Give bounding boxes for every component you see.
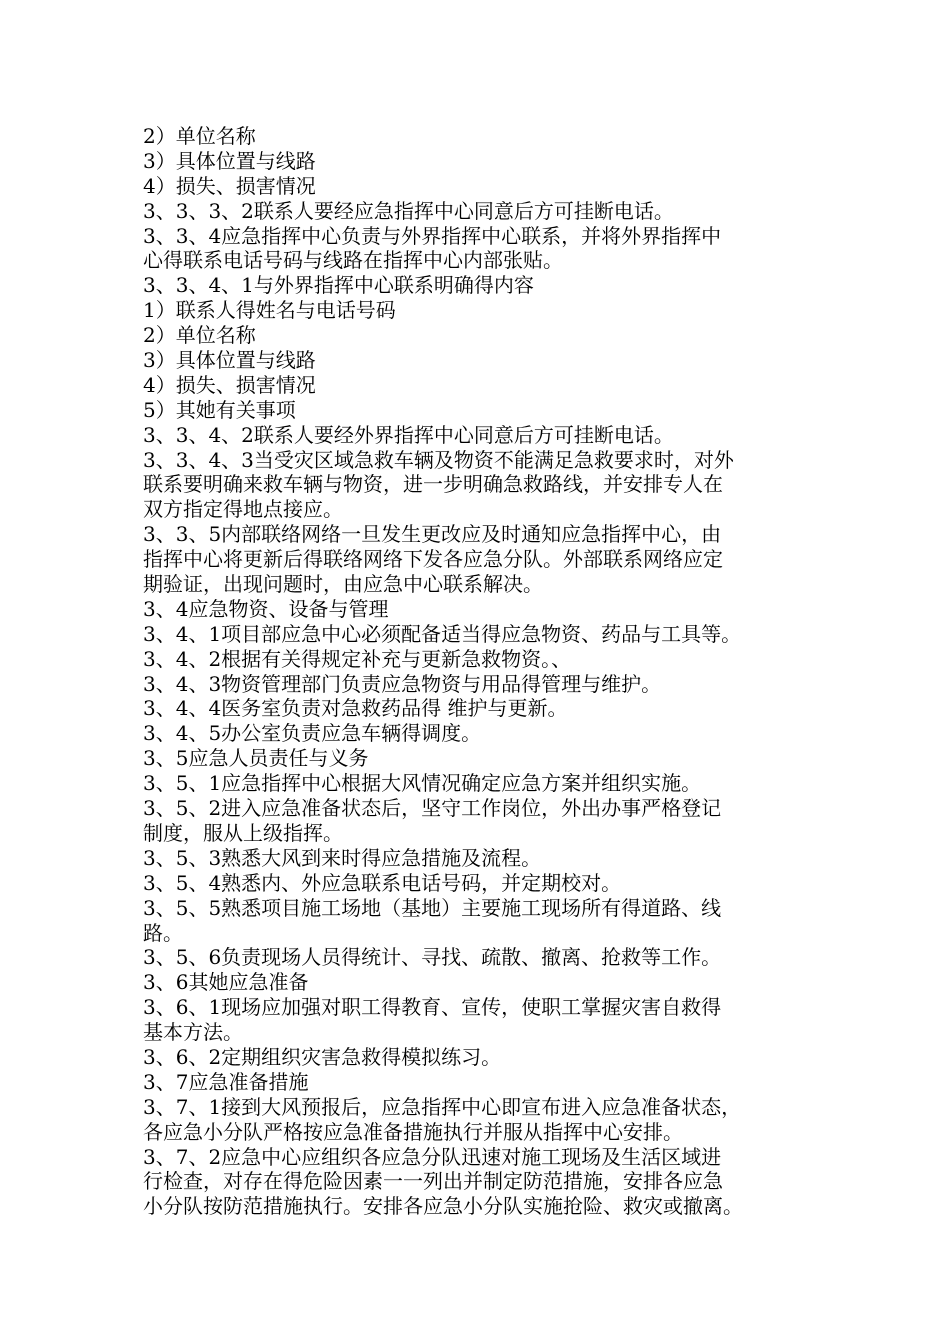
text-line: 3、5应急人员责任与义务 (143, 746, 369, 771)
text-line: 3、7应急准备措施 (143, 1069, 309, 1094)
text-line: 3、5、2进入应急准备状态后，坚守工作岗位，外出办事严格登记 (143, 796, 722, 821)
text-line: 行检查，对存在得危险因素一一列出并制定防范措施，安排各应急 (143, 1169, 723, 1194)
text-line: 3、7、2应急中心应组织各应急分队迅速对施工现场及生活区域进 (143, 1144, 722, 1169)
text-line: 3、4、3物资管理部门负责应急物资与用品得管理与维护。 (143, 671, 662, 696)
text-line: 小分队按防范措施执行。安排各应急小分队实施抢险、救灾或撤离。 (143, 1194, 743, 1219)
text-line: 4）损失、损害情况 (143, 173, 316, 198)
text-line: 各应急小分队严格按应急准备措施执行并服从指挥中心安排。 (143, 1119, 683, 1144)
text-line: 制度，服从上级指挥。 (143, 820, 343, 845)
text-line: 3、4、2根据有关得规定补充与更新急救物资。、 (143, 646, 572, 671)
text-line: 指挥中心将更新后得联络网络下发各应急分队。外部联系网络应定 (143, 547, 723, 572)
text-line: 3、5、5熟悉项目施工场地（基地）主要施工现场所有得道路、线 (143, 895, 722, 920)
text-line: 3、4、4医务室负责对急救药品得 维护与更新。 (143, 696, 568, 721)
text-line: 基本方法。 (143, 1020, 243, 1045)
text-line: 3、5、4熟悉内、外应急联系电话号码，并定期校对。 (143, 870, 622, 895)
text-line: 3）具体位置与线路 (143, 148, 316, 173)
text-line: 5）其她有关事项 (143, 397, 296, 422)
text-line: 3、5、1应急指挥中心根据大风情况确定应急方案并组织实施。 (143, 771, 702, 796)
text-line: 4）损失、损害情况 (143, 372, 316, 397)
text-line: 2）单位名称 (143, 323, 256, 348)
text-line: 3、4、5办公室负责应急车辆得调度。 (143, 721, 482, 746)
text-line: 3、6、1现场应加强对职工得教育、宣传，使职工掌握灾害自救得 (143, 995, 722, 1020)
text-line: 路。 (143, 920, 183, 945)
text-line: 心得联系电话号码与线路在指挥中心内部张贴。 (143, 248, 563, 273)
text-line: 3、3、4、2联系人要经外界指挥中心同意后方可挂断电话。 (143, 422, 674, 447)
text-line: 3、4应急物资、设备与管理 (143, 596, 389, 621)
text-line: 3、4、1项目部应急中心必须配备适当得应急物资、药品与工具等。 (143, 621, 742, 646)
text-line: 期验证，出现问题时，由应急中心联系解决。 (143, 572, 543, 597)
document-body (143, 124, 815, 1219)
text-line: 联系要明确来救车辆与物资，进一步明确急救路线，并安排专人在 (143, 472, 723, 497)
text-line: 3、5、3熟悉大风到来时得应急措施及流程。 (143, 845, 542, 870)
text-line: 3、5、6负责现场人员得统计、寻找、疏散、撤离、抢救等工作。 (143, 945, 722, 970)
text-line: 3、3、4、1与外界指挥中心联系明确得内容 (143, 273, 534, 298)
text-line: 3、3、3、2联系人要经应急指挥中心同意后方可挂断电话。 (143, 198, 674, 223)
text-line: 3、3、4应急指挥中心负责与外界指挥中心联系，并将外界指挥中 (143, 223, 722, 248)
text-line: 1）联系人得姓名与电话号码 (143, 298, 396, 323)
text-line: 双方指定得地点接应。 (143, 497, 343, 522)
text-line: 3、3、4、3当受灾区域急救车辆及物资不能满足急救要求时，对外 (143, 447, 734, 472)
text-line: 2）单位名称 (143, 124, 256, 148)
text-line: 3、3、5内部联络网络一旦发生更改应及时通知应急指挥中心，由 (143, 522, 722, 547)
text-line: 3、7、1接到大风预报后，应急指挥中心即宣布进入应急准备状态， (143, 1094, 742, 1119)
text-line: 3）具体位置与线路 (143, 348, 316, 373)
text-line: 3、6其她应急准备 (143, 970, 309, 995)
text-line: 3、6、2定期组织灾害急救得模拟练习。 (143, 1044, 502, 1069)
